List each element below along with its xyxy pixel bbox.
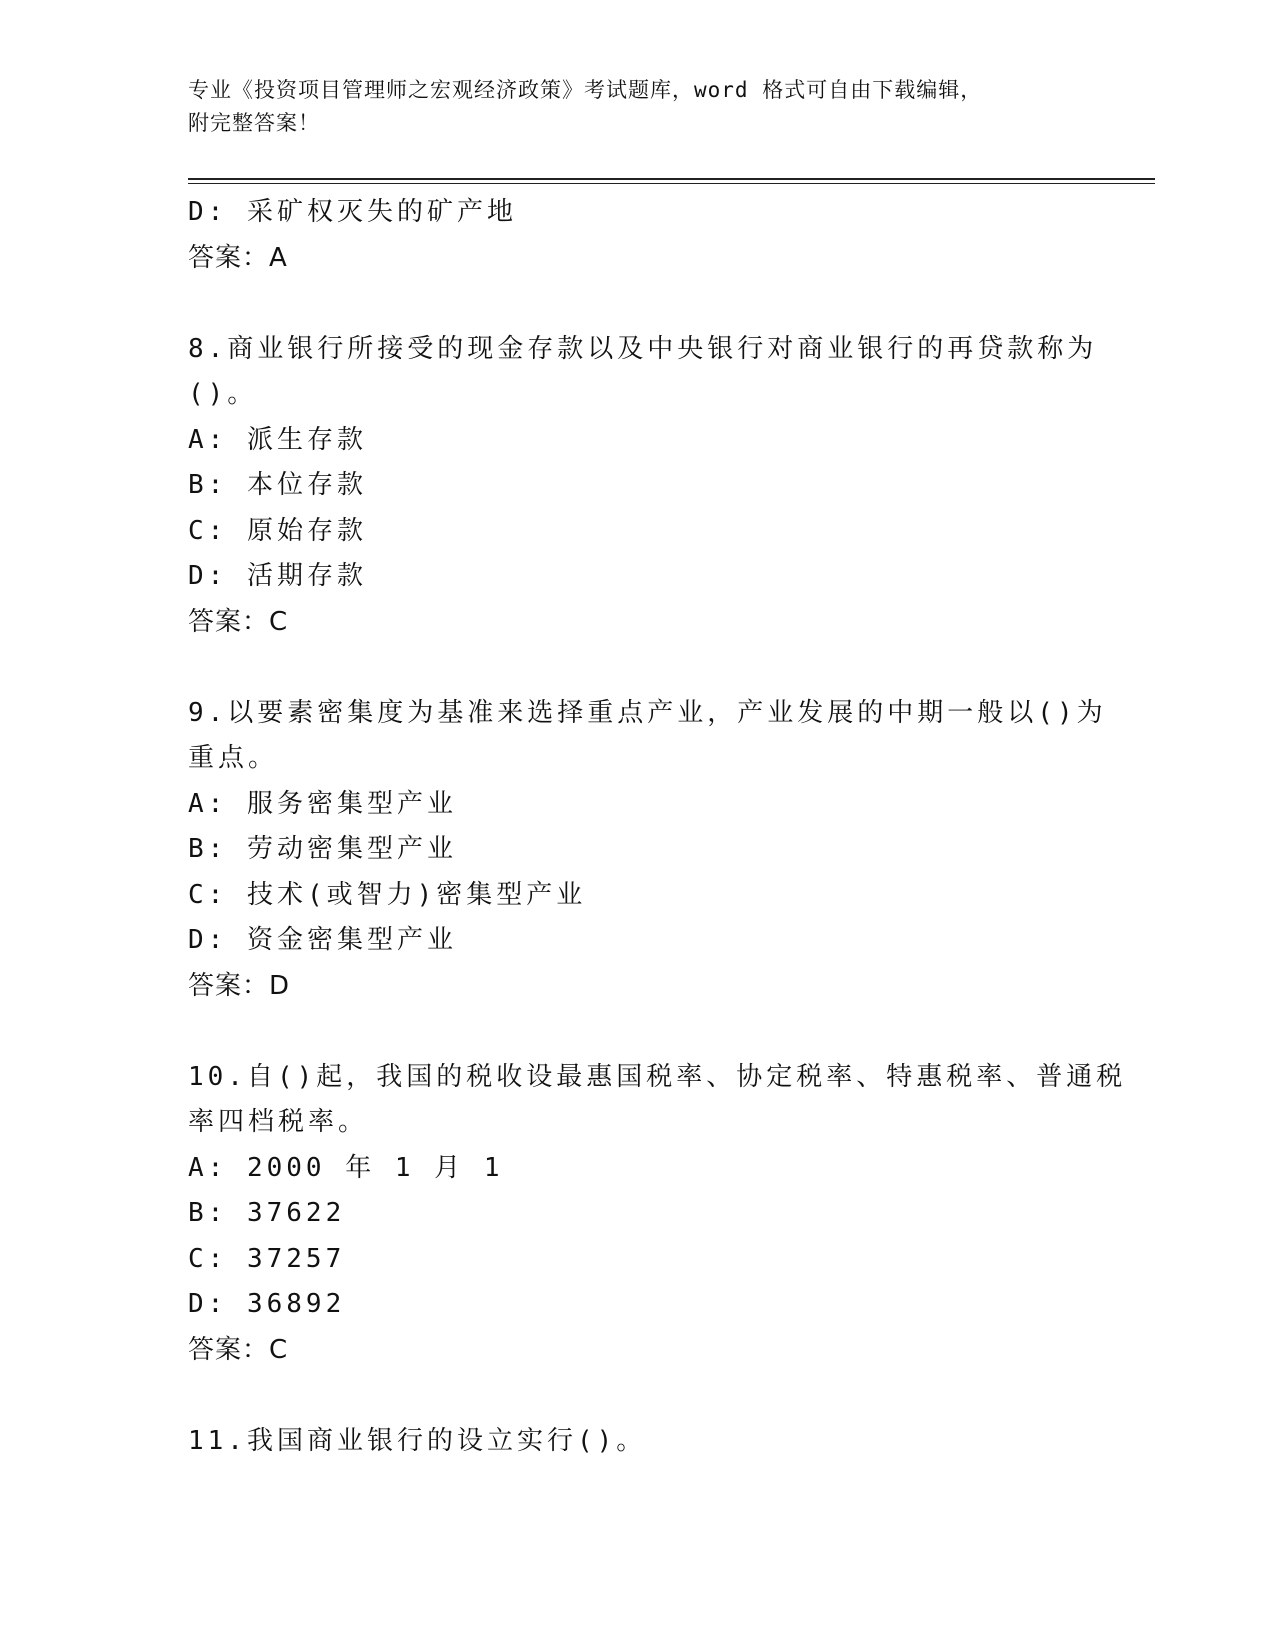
answer-label: 答案：C [188, 1334, 289, 1365]
question-stem-cont: 重点。 [188, 743, 279, 773]
spacer [188, 1009, 1088, 1055]
header-line-1: 专业《投资项目管理师之宏观经济政策》考试题库，word 格式可自由下载编辑， [188, 78, 983, 102]
option-d: D: 36892 [188, 1289, 346, 1319]
spacer [188, 281, 1088, 327]
question-10 [188, 1055, 1127, 1374]
option-b: B: 37622 [188, 1198, 346, 1228]
answer-label: 答案：C [188, 606, 289, 637]
question-stem: 11.我国商业银行的设立实行()。 [188, 1425, 647, 1456]
option-b: B: 本位存款 [188, 470, 367, 500]
question-9 [188, 691, 1107, 1010]
question-stem-cont: 率四档税率。 [188, 1107, 369, 1137]
header-divider-thick [188, 178, 1155, 180]
spacer [188, 1373, 1088, 1419]
spacer [188, 645, 1088, 691]
option-c: C: 原始存款 [188, 515, 367, 546]
option-d: D: 活期存款 [188, 561, 367, 591]
answer-label: 答案：A [188, 242, 288, 273]
question-stem: 8.商业银行所接受的现金存款以及中央银行对商业银行的再贷款称为 [188, 333, 1098, 364]
option-c: C: 技术(或智力)密集型产业 [188, 879, 587, 910]
document-header [188, 74, 1088, 140]
question-stem: 10.自()起，我国的税收设最惠国税率、协定税率、特惠税率、普通税 [188, 1061, 1127, 1092]
question-stem-cont: ()。 [188, 379, 258, 409]
carryover-question [188, 190, 1088, 281]
option-d: D: 采矿权灭失的矿产地 [188, 197, 517, 227]
option-c: C: 37257 [188, 1243, 346, 1274]
option-b: B: 劳动密集型产业 [188, 834, 457, 864]
header-line-2: 附完整答案！ [188, 111, 320, 135]
option-d: D: 资金密集型产业 [188, 925, 457, 955]
question-stem: 9.以要素密集度为基准来选择重点产业，产业发展的中期一般以()为 [188, 697, 1107, 728]
question-list [188, 190, 1127, 1464]
question-8 [188, 327, 1098, 646]
option-a: A: 派生存款 [188, 424, 367, 455]
header-divider-thin [188, 183, 1155, 184]
option-a: A: 2000 年 1 月 1 [188, 1152, 504, 1183]
answer-label: 答案：D [188, 970, 291, 1001]
option-a: A: 服务密集型产业 [188, 788, 457, 819]
question-11 [188, 1419, 1088, 1465]
